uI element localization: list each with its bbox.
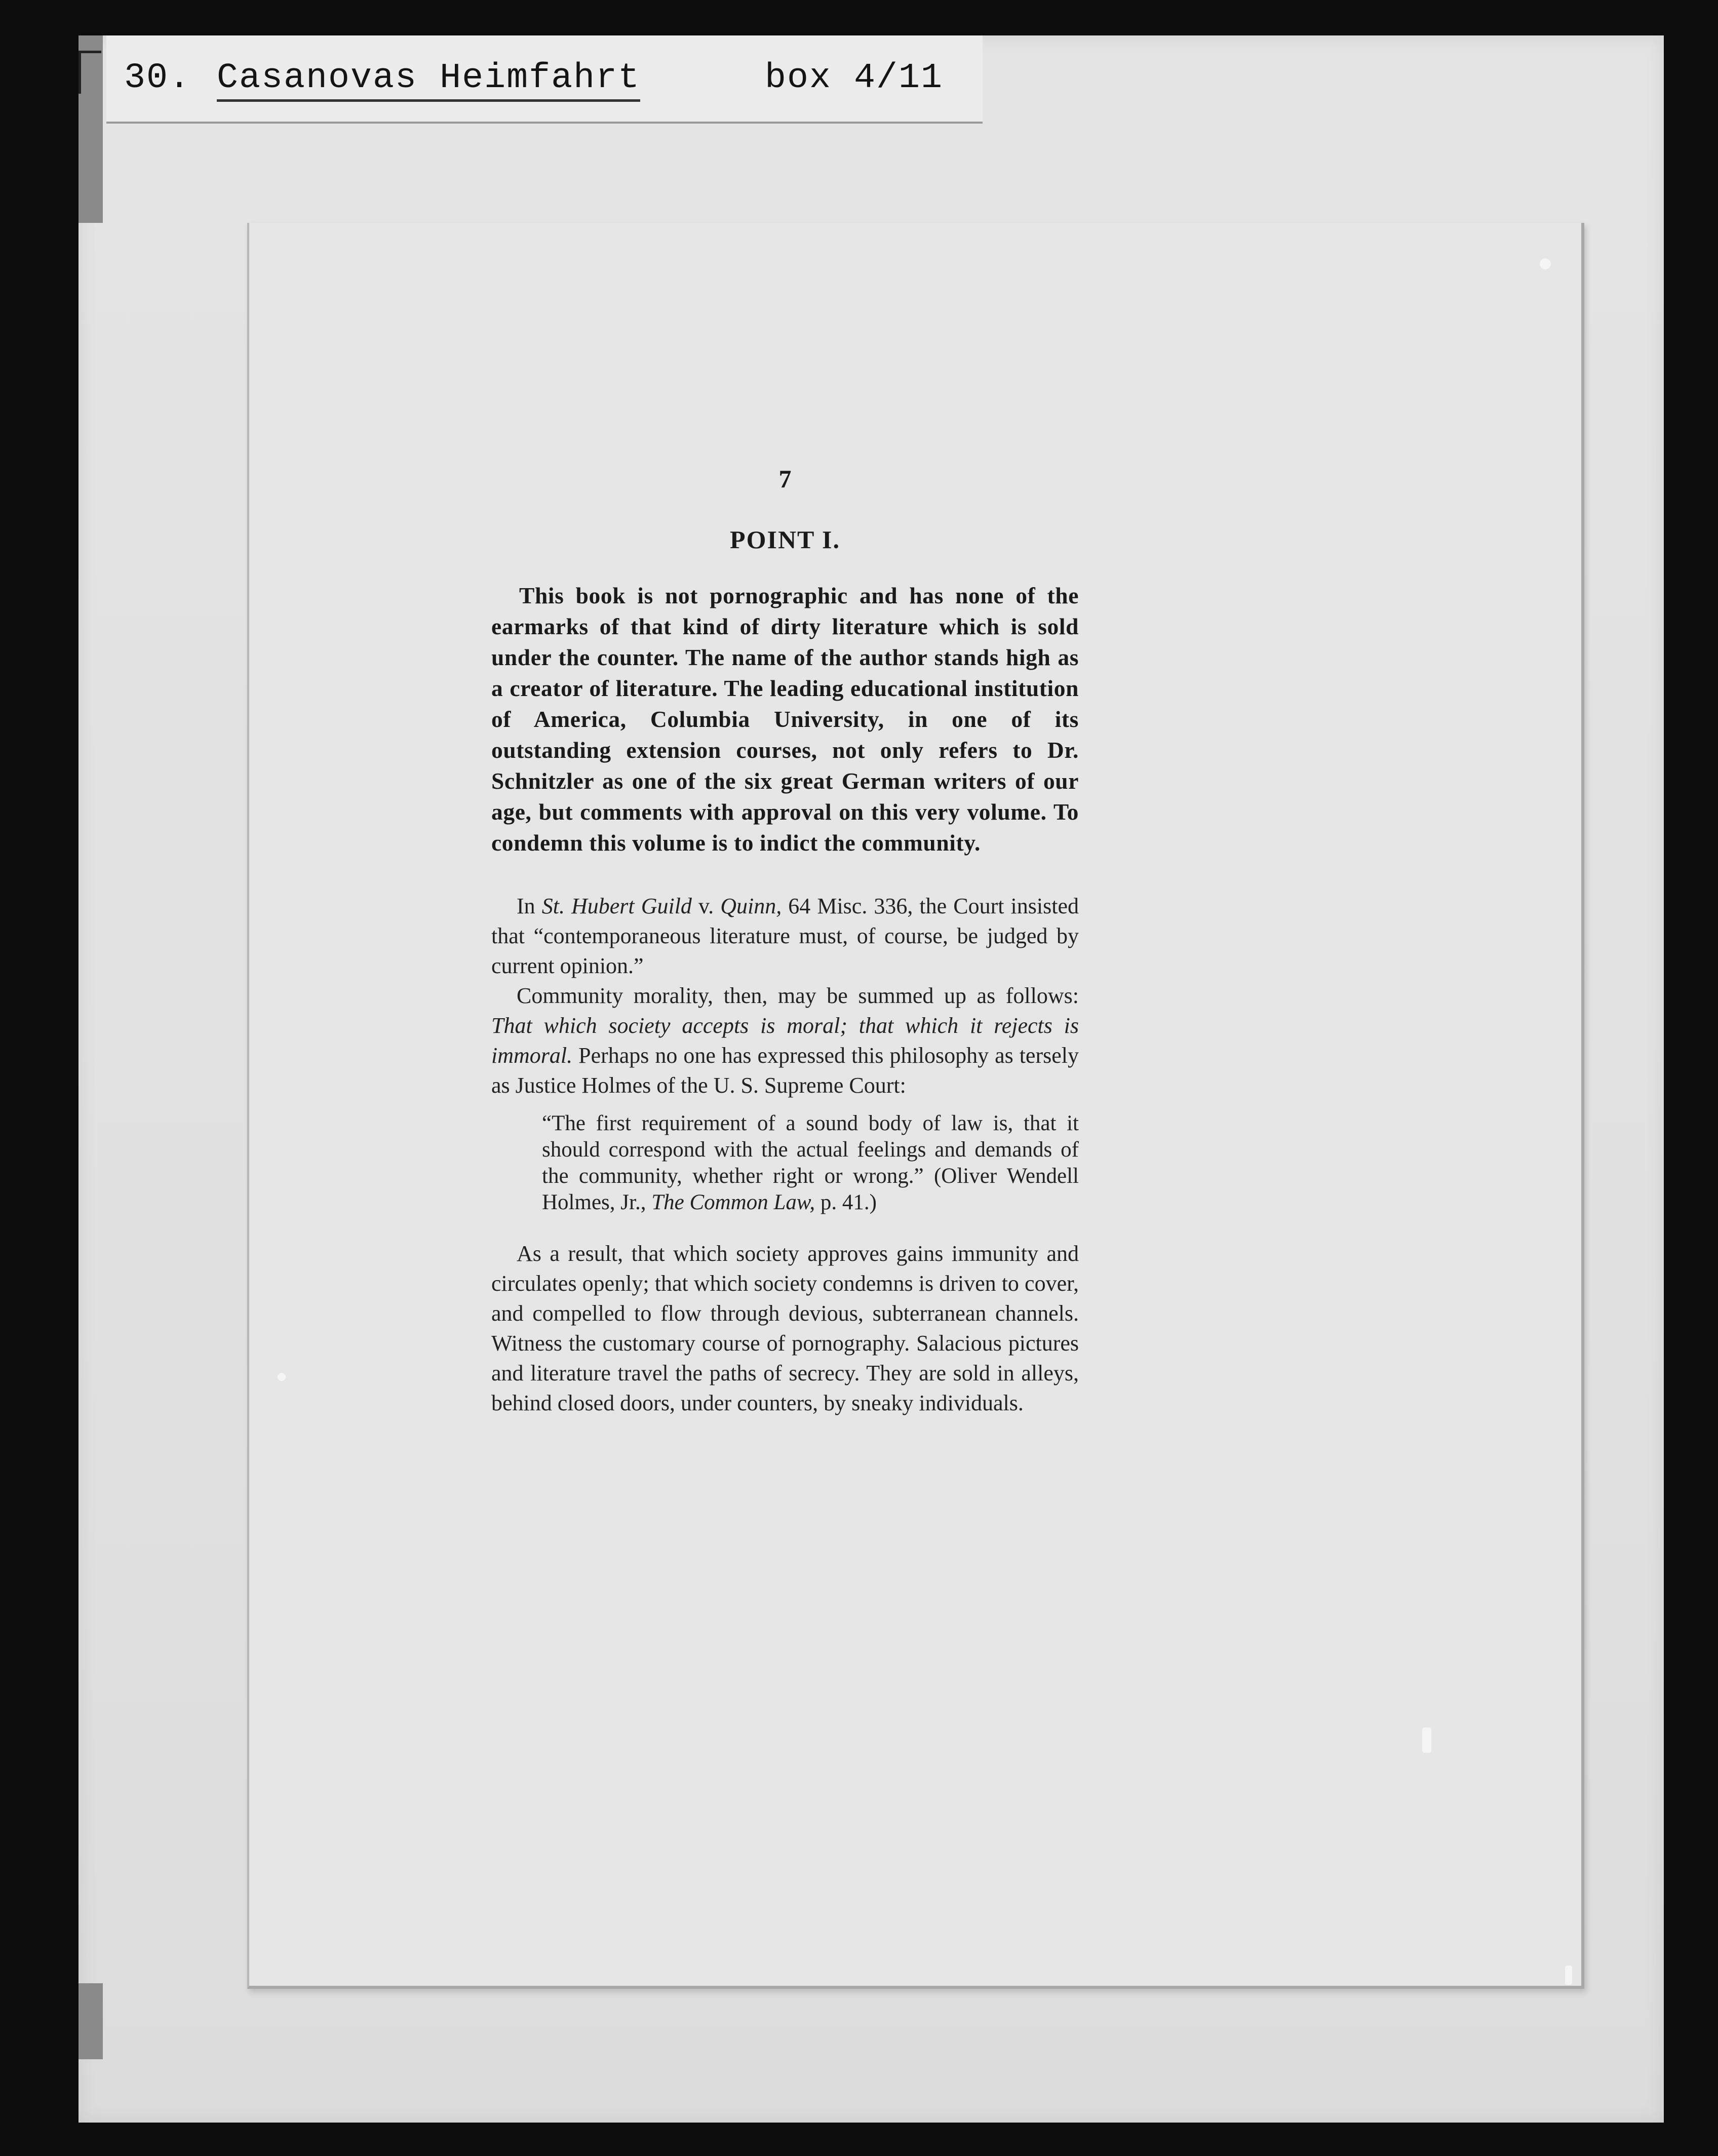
- dust-speck: [1565, 1966, 1572, 1985]
- text-run: “The first requirement of a sound body of law is, that it should correspond with the actual feelings and demands of the community, whether right or wrong.” (Oliver Wendell Holmes, Jr.,: [542, 1111, 1079, 1214]
- text-run: v.: [691, 894, 721, 918]
- dust-speck: [1422, 1727, 1431, 1753]
- case-name: St. Hubert Guild: [541, 894, 692, 918]
- paragraph-result: As a result, that which society approves gains immunity and circulates openly; that which society condemns is driven to cover, and compelled to flow through devious, subterranean channels. Witness the customary course of pornography. Salacious pictures and literature travel the paths of secrecy. They are sold in alleys, behind closed doors, under counters, by sneaky individuals.: [491, 1241, 1079, 1415]
- folder-number: 30.: [124, 58, 191, 98]
- film-edge-strip-bottom: [79, 1983, 103, 2059]
- text-run: p. 41.): [815, 1190, 877, 1214]
- page-text: [491, 466, 1079, 1418]
- summary-paragraph: This book is not pornographic and has none of the earmarks of that kind of dirty literature which is sold under the counter. The name of the author stands high as a creator of literature. The leading educational institution of America, Columbia University, in one of its outstanding extension courses, not only refers to Dr. Schnitzler as one of the six great German writers of our age, but comments with approval on this very volume. To condemn this volume is to indict the community.: [491, 583, 1079, 856]
- paragraph-case-citation: [491, 891, 1079, 981]
- paragraph-community-morality: [491, 981, 1079, 1100]
- text-run: In: [517, 894, 542, 918]
- book-title: The Common Law,: [651, 1190, 815, 1214]
- folder-title: Casanovas Heimfahrt: [217, 58, 640, 102]
- dust-speck: [1540, 258, 1551, 270]
- corner-mark: [79, 51, 101, 94]
- block-quote: [542, 1110, 1079, 1216]
- emphasized-text: That which society accepts is moral; that which it rejects is immoral.: [491, 1013, 1079, 1068]
- text-run: Perhaps no one has expressed this philosophy as tersely as Justice Holmes of the U. S. Supreme Court:: [491, 1043, 1079, 1098]
- case-name: Quinn,: [720, 894, 782, 918]
- point-heading: POINT I.: [730, 525, 840, 554]
- text-run: 64 Misc. 336, the Court insisted that “contemporaneous literature must, of course, be judged by current opinion.”: [491, 894, 1079, 978]
- text-run: Community morality, then, may be summed up as follows:: [517, 983, 1079, 1008]
- archive-label: [106, 35, 983, 124]
- page-number: 7: [778, 465, 792, 493]
- dust-speck: [278, 1373, 286, 1381]
- box-reference: box 4/11: [765, 58, 944, 98]
